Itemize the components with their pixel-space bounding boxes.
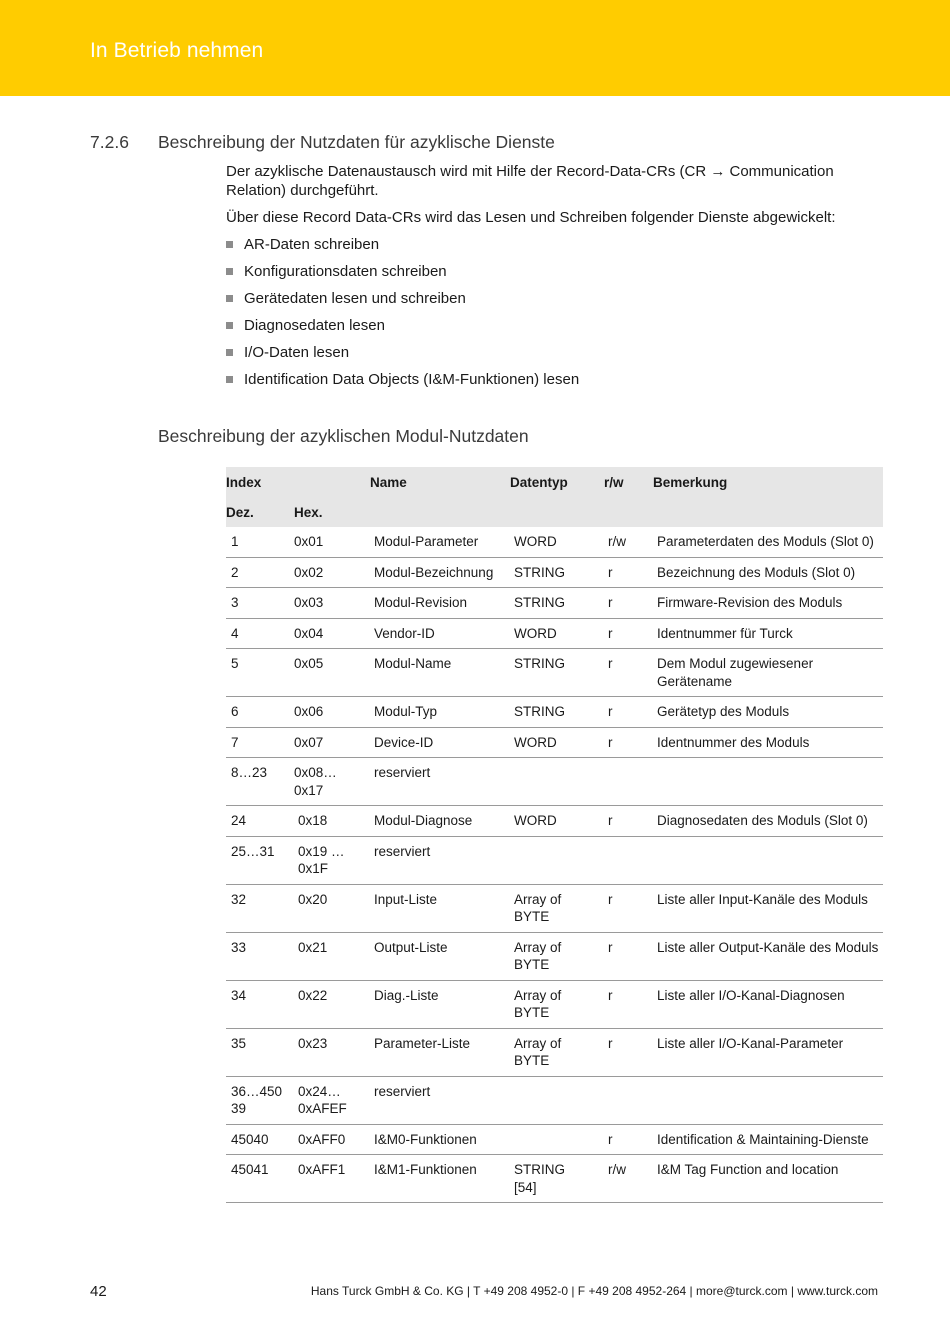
datatype-cell: STRING bbox=[510, 557, 604, 588]
rw-cell: r bbox=[604, 806, 653, 837]
rw-cell: r bbox=[604, 1028, 653, 1076]
remark-cell: Identification & Maintaining-Dienste bbox=[653, 1124, 883, 1155]
remark-cell: Liste aller I/O-Kanal-Parameter bbox=[653, 1028, 883, 1076]
index-dec-cell: 5 bbox=[226, 649, 294, 697]
index-hex-cell: 0xAFF1 bbox=[294, 1155, 370, 1203]
table-row bbox=[226, 618, 883, 649]
remark-cell bbox=[653, 1076, 883, 1124]
table-row bbox=[226, 806, 883, 837]
index-dec-cell: 35 bbox=[226, 1028, 294, 1076]
name-cell: Device-ID bbox=[370, 727, 510, 758]
square-bullet-icon bbox=[226, 295, 233, 302]
index-dec-cell: 45040 bbox=[226, 1124, 294, 1155]
datatype-cell: STRING bbox=[510, 649, 604, 697]
index-hex-cell: 0x24… 0xAFEF bbox=[294, 1076, 370, 1124]
index-hex-cell: 0x04 bbox=[294, 618, 370, 649]
module-data-table bbox=[226, 467, 883, 1203]
remark-cell: Liste aller Input-Kanäle des Moduls bbox=[653, 884, 883, 932]
rw-cell: r bbox=[604, 649, 653, 697]
datatype-cell bbox=[510, 836, 604, 884]
name-cell: Diag.-Liste bbox=[370, 980, 510, 1028]
name-cell: Modul-Revision bbox=[370, 588, 510, 619]
index-dec-cell: 8…23 bbox=[226, 758, 294, 806]
name-cell: I&M1-Funktionen bbox=[370, 1155, 510, 1203]
index-dec-cell: 3 bbox=[226, 588, 294, 619]
table-row bbox=[226, 932, 883, 980]
rw-cell bbox=[604, 1076, 653, 1124]
index-dec-cell: 24 bbox=[226, 806, 294, 837]
index-dec-cell: 33 bbox=[226, 932, 294, 980]
rw-cell: r bbox=[604, 884, 653, 932]
index-hex-cell: 0x06 bbox=[294, 697, 370, 728]
rw-cell bbox=[604, 758, 653, 806]
name-cell: Input-Liste bbox=[370, 884, 510, 932]
table-body bbox=[226, 527, 883, 1203]
index-hex-cell: 0x08… 0x17 bbox=[294, 758, 370, 806]
index-hex-cell: 0x23 bbox=[294, 1028, 370, 1076]
index-hex-cell: 0xAFF0 bbox=[294, 1124, 370, 1155]
header-index: Index bbox=[226, 467, 370, 497]
datatype-cell: Array of BYTE bbox=[510, 932, 604, 980]
index-hex-cell: 0x22 bbox=[294, 980, 370, 1028]
index-dec-cell: 1 bbox=[226, 527, 294, 557]
list-item: I/O-Daten lesen bbox=[226, 343, 579, 370]
index-hex-cell: 0x19 … 0x1F bbox=[294, 836, 370, 884]
table-row bbox=[226, 1028, 883, 1076]
datatype-cell: WORD bbox=[510, 527, 604, 557]
remark-cell bbox=[653, 758, 883, 806]
header-remark: Bemerkung bbox=[653, 467, 883, 497]
index-dec-cell: 7 bbox=[226, 727, 294, 758]
datatype-cell: STRING bbox=[510, 588, 604, 619]
rw-cell: r bbox=[604, 588, 653, 619]
index-hex-cell: 0x20 bbox=[294, 884, 370, 932]
list-item: Konfigurationsdaten schreiben bbox=[226, 262, 579, 289]
table-row bbox=[226, 588, 883, 619]
datatype-cell: STRING [54] bbox=[510, 1155, 604, 1203]
services-paragraph: Über diese Record Data-CRs wird das Lesen und Schreiben folgender Dienste abgewickelt: bbox=[226, 209, 836, 226]
list-item: AR-Daten schreiben bbox=[226, 235, 579, 262]
table-row bbox=[226, 649, 883, 697]
index-dec-cell: 32 bbox=[226, 884, 294, 932]
services-list bbox=[226, 235, 579, 397]
header-name: Name bbox=[370, 467, 510, 497]
remark-cell bbox=[653, 836, 883, 884]
index-hex-cell: 0x03 bbox=[294, 588, 370, 619]
name-cell: Modul-Name bbox=[370, 649, 510, 697]
square-bullet-icon bbox=[226, 322, 233, 329]
table-row bbox=[226, 1076, 883, 1124]
datatype-cell: Array of BYTE bbox=[510, 980, 604, 1028]
datatype-cell: WORD bbox=[510, 806, 604, 837]
index-hex-cell: 0x21 bbox=[294, 932, 370, 980]
square-bullet-icon bbox=[226, 349, 233, 356]
remark-cell: I&M Tag Function and location bbox=[653, 1155, 883, 1203]
datatype-cell: Array of BYTE bbox=[510, 884, 604, 932]
header-rw: r/w bbox=[604, 467, 653, 497]
datatype-cell bbox=[510, 1124, 604, 1155]
table-row bbox=[226, 697, 883, 728]
rw-cell: r bbox=[604, 697, 653, 728]
index-dec-cell: 34 bbox=[226, 980, 294, 1028]
list-item: Identification Data Objects (I&M-Funktionen) lesen bbox=[226, 370, 579, 397]
name-cell: I&M0-Funktionen bbox=[370, 1124, 510, 1155]
index-dec-cell: 25…31 bbox=[226, 836, 294, 884]
rw-cell bbox=[604, 836, 653, 884]
rw-cell: r bbox=[604, 932, 653, 980]
list-item: Diagnosedaten lesen bbox=[226, 316, 579, 343]
rw-cell: r/w bbox=[604, 527, 653, 557]
index-dec-cell: 2 bbox=[226, 557, 294, 588]
remark-cell: Dem Modul zugewiesener Gerätename bbox=[653, 649, 883, 697]
index-dec-cell: 6 bbox=[226, 697, 294, 728]
index-hex-cell: 0x01 bbox=[294, 527, 370, 557]
name-cell: Output-Liste bbox=[370, 932, 510, 980]
remark-cell: Parameterdaten des Moduls (Slot 0) bbox=[653, 527, 883, 557]
datatype-cell: STRING bbox=[510, 697, 604, 728]
name-cell: Vendor-ID bbox=[370, 618, 510, 649]
table-row bbox=[226, 980, 883, 1028]
name-cell: Modul-Diagnose bbox=[370, 806, 510, 837]
rw-cell: r bbox=[604, 980, 653, 1028]
name-cell: reserviert bbox=[370, 836, 510, 884]
table-row bbox=[226, 527, 883, 557]
datatype-cell bbox=[510, 1076, 604, 1124]
header-datatype: Datentyp bbox=[510, 467, 604, 497]
name-cell: Modul-Typ bbox=[370, 697, 510, 728]
list-item: Gerätedaten lesen und schreiben bbox=[226, 289, 579, 316]
name-cell: reserviert bbox=[370, 1076, 510, 1124]
remark-cell: Gerätetyp des Moduls bbox=[653, 697, 883, 728]
page-number: 42 bbox=[90, 1283, 107, 1300]
rw-cell: r bbox=[604, 557, 653, 588]
remark-cell: Diagnosedaten des Moduls (Slot 0) bbox=[653, 806, 883, 837]
index-hex-cell: 0x05 bbox=[294, 649, 370, 697]
remark-cell: Liste aller I/O-Kanal-Diagnosen bbox=[653, 980, 883, 1028]
rw-cell: r/w bbox=[604, 1155, 653, 1203]
remark-cell: Bezeichnung des Moduls (Slot 0) bbox=[653, 557, 883, 588]
chapter-title: In Betrieb nehmen bbox=[90, 39, 264, 62]
table-row bbox=[226, 557, 883, 588]
index-hex-cell: 0x02 bbox=[294, 557, 370, 588]
square-bullet-icon bbox=[226, 376, 233, 383]
table-row bbox=[226, 727, 883, 758]
header-hex: Hex. bbox=[294, 497, 370, 527]
name-cell: Modul-Parameter bbox=[370, 527, 510, 557]
name-cell: Modul-Bezeichnung bbox=[370, 557, 510, 588]
intro-paragraph: Der azyklische Datenaustausch wird mit Hilfe der Record-Data-CRs (CR → Communication Relation) durchgeführt. bbox=[226, 163, 834, 199]
index-hex-cell: 0x18 bbox=[294, 806, 370, 837]
table-title: Beschreibung der azyklischen Modul-Nutzdaten bbox=[158, 426, 529, 446]
table-row bbox=[226, 1155, 883, 1203]
name-cell: reserviert bbox=[370, 758, 510, 806]
index-dec-cell: 4 bbox=[226, 618, 294, 649]
section-number: 7.2.6 bbox=[90, 132, 129, 152]
square-bullet-icon bbox=[226, 268, 233, 275]
name-cell: Parameter-Liste bbox=[370, 1028, 510, 1076]
rw-cell: r bbox=[604, 727, 653, 758]
square-bullet-icon bbox=[226, 241, 233, 248]
remark-cell: Liste aller Output-Kanäle des Moduls bbox=[653, 932, 883, 980]
table-row bbox=[226, 1124, 883, 1155]
remark-cell: Identnummer des Moduls bbox=[653, 727, 883, 758]
rw-cell: r bbox=[604, 1124, 653, 1155]
index-dec-cell: 36…450 39 bbox=[226, 1076, 294, 1124]
index-dec-cell: 45041 bbox=[226, 1155, 294, 1203]
remark-cell: Firmware-Revision des Moduls bbox=[653, 588, 883, 619]
datatype-cell: Array of BYTE bbox=[510, 1028, 604, 1076]
header-dec: Dez. bbox=[226, 497, 294, 527]
remark-cell: Identnummer für Turck bbox=[653, 618, 883, 649]
table-row bbox=[226, 758, 883, 806]
datatype-cell: WORD bbox=[510, 618, 604, 649]
rw-cell: r bbox=[604, 618, 653, 649]
table-row bbox=[226, 836, 883, 884]
footer-contact: Hans Turck GmbH & Co. KG | T +49 208 4952-0 | F +49 208 4952-264 | more@turck.com | www.turck.com bbox=[310, 1284, 878, 1298]
datatype-cell: WORD bbox=[510, 727, 604, 758]
section-title: Beschreibung der Nutzdaten für azyklische Dienste bbox=[158, 132, 555, 152]
datatype-cell bbox=[510, 758, 604, 806]
table-row bbox=[226, 884, 883, 932]
index-hex-cell: 0x07 bbox=[294, 727, 370, 758]
